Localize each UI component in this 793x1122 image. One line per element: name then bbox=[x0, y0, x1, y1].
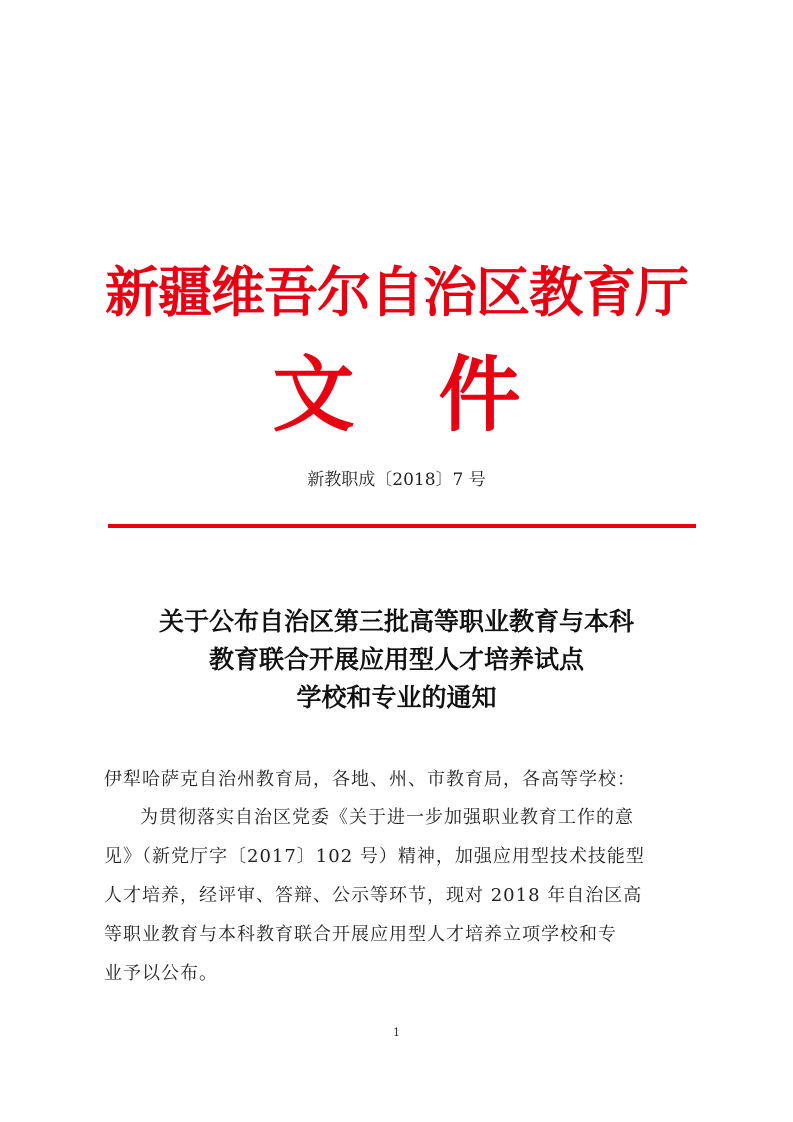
body-line: 业予以公布。 bbox=[104, 963, 218, 984]
salutation: 伊犁哈萨克自治州教育局，各地、州、市教育局，各高等学校： bbox=[104, 769, 636, 790]
document-number: 新教职成〔2018〕7 号 bbox=[307, 470, 486, 490]
body-line: 为贯彻落实自治区党委《关于进一步加强职业教育工作的意 bbox=[140, 807, 634, 828]
page-number: 1 bbox=[393, 1026, 400, 1039]
document-type: 文件 bbox=[272, 348, 605, 443]
notice-title bbox=[60, 603, 733, 717]
body-line: 人才培养，经评审、答辩、公示等环节，现对 2018 年自治区高 bbox=[104, 885, 643, 906]
notice-title-line: 关于公布自治区第三批高等职业教育与本科 bbox=[158, 607, 634, 636]
body-line: 等职业教育与本科教育联合开展应用型人才培养立项学校和专 bbox=[104, 924, 617, 945]
issuer-name: 新疆维吾尔自治区教育厅 bbox=[105, 261, 688, 324]
body-line: 见》（新党厅字〔2017〕102 号）精神，加强应用型技术技能型 bbox=[104, 846, 645, 867]
red-header-rule bbox=[108, 524, 696, 528]
notice-title-line: 学校和专业的通知 bbox=[296, 683, 497, 712]
body-paragraph bbox=[104, 798, 704, 993]
notice-title-line: 教育联合开展应用型人才培养试点 bbox=[208, 645, 584, 674]
